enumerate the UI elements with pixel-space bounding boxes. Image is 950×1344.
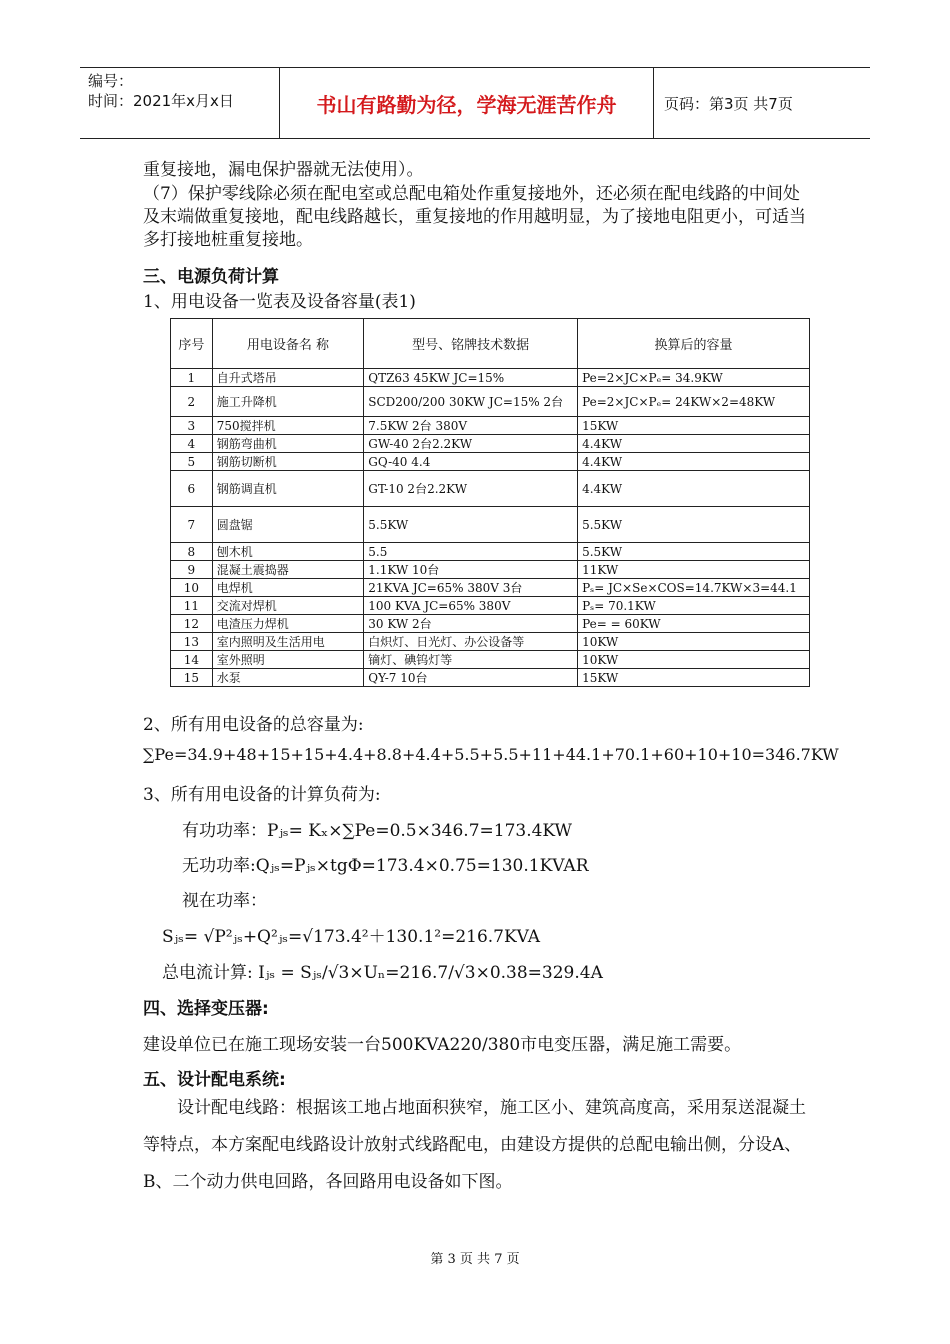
intro-line: 重复接地，漏电保护器就无法使用）。 — [143, 160, 424, 180]
table-row — [171, 579, 810, 597]
table-row — [171, 633, 810, 651]
row-capacity: 11KW — [578, 561, 810, 579]
header-capacity: 换算后的容量 — [578, 319, 810, 369]
section4-heading: 四、选择变压器: — [143, 999, 269, 1019]
row-device: 电渣压力焊机 — [212, 615, 364, 633]
row-seq: 10 — [171, 579, 213, 597]
active-power: 有功功率：Pⱼₛ= Kₓ×∑Pe=0.5×346.7=173.4KW — [182, 821, 572, 841]
apparent-label: 视在功率： — [182, 891, 267, 911]
row-seq: 9 — [171, 561, 213, 579]
row-capacity: 5.5KW — [578, 507, 810, 543]
number-label: 编号： — [88, 72, 134, 90]
table-caption: 1、用电设备一览表及设备容量(表1) — [143, 292, 416, 312]
equipment-table — [170, 318, 810, 687]
current-formula: 总电流计算: Iⱼₛ = Sⱼₛ/√3×Uₙ=216.7/√3×0.38=329.4A — [162, 963, 603, 983]
page-footer: 第 3 页 共 7 页 — [430, 1252, 520, 1267]
row-seq: 15 — [171, 669, 213, 687]
row-model: 100 KVA JC=65% 380V — [364, 597, 578, 615]
section3-heading: 三、电源负荷计算 — [143, 267, 279, 287]
table-row — [171, 435, 810, 453]
row-device: 混凝土震捣器 — [212, 561, 364, 579]
row-seq: 2 — [171, 387, 213, 417]
header-model: 型号、铭牌技术数据 — [364, 319, 578, 369]
row-device: 钢筋调直机 — [212, 471, 364, 507]
apparent-formula: Sⱼₛ= √P²ⱼₛ+Q²ⱼₛ=√173.4²＋130.1²=216.7KVA — [162, 927, 541, 947]
row-seq: 5 — [171, 453, 213, 471]
row-device: 室内照明及生活用电 — [212, 633, 364, 651]
row-capacity: 4.4KW — [578, 435, 810, 453]
header-device: 用电设备名 称 — [212, 319, 364, 369]
row-model: 白炽灯、日光灯、办公设备等 — [364, 633, 578, 651]
page-header — [80, 67, 870, 139]
row-device: 自升式塔吊 — [212, 369, 364, 387]
row-device: 钢筋切断机 — [212, 453, 364, 471]
row-model: 1.1KW 10台 — [364, 561, 578, 579]
row-model: GW-40 2台2.2KW — [364, 435, 578, 453]
reactive-power: 无功功率:Qⱼₛ=Pⱼₛ×tgΦ=173.4×0.75=130.1KVAR — [182, 856, 589, 876]
row-device: 交流对焊机 — [212, 597, 364, 615]
row-seq: 11 — [171, 597, 213, 615]
row-model: 5.5KW — [364, 507, 578, 543]
table-row — [171, 597, 810, 615]
row-model: GQ-40 4.4 — [364, 453, 578, 471]
row-seq: 3 — [171, 417, 213, 435]
time-label: 时间：2021年x月x日 — [88, 92, 234, 110]
row-device: 室外照明 — [212, 651, 364, 669]
row-capacity: 4.4KW — [578, 453, 810, 471]
header-meta — [80, 68, 280, 138]
row-capacity: Pₛ= 70.1KW — [578, 597, 810, 615]
section4-text: 建设单位已在施工现场安装一台500KVA220/380市电变压器，满足施工需要。 — [143, 1035, 742, 1055]
header-motto: 书山有路勤为径，学海无涯苦作舟 — [280, 68, 654, 138]
row-model: 7.5KW 2台 380V — [364, 417, 578, 435]
row-device: 圆盘锯 — [212, 507, 364, 543]
row-model: SCD200/200 30KW JC=15% 2台 — [364, 387, 578, 417]
row-seq: 4 — [171, 435, 213, 453]
row-model: 5.5 — [364, 543, 578, 561]
header-seq: 序号 — [171, 319, 213, 369]
header-page-info: 页码：第3页 共7页 — [664, 94, 793, 113]
table-row — [171, 507, 810, 543]
row-model: QTZ63 45KW JC=15% — [364, 369, 578, 387]
row-seq: 14 — [171, 651, 213, 669]
row-device: 施工升降机 — [212, 387, 364, 417]
table-row — [171, 471, 810, 507]
row-device: 750搅拌机 — [212, 417, 364, 435]
section5-text: 设计配电线路：根据该工地占地面积狭窄，施工区小、建筑高度高，采用泵送混凝土等特点，本方案配电线路设计放射式线路配电，由建设方提供的总配电输出侧，分设A、B、二个动力供电回路，各回路用电设备如下图。 — [143, 1098, 806, 1192]
row-device: 水泵 — [212, 669, 364, 687]
row-device: 钢筋弯曲机 — [212, 435, 364, 453]
row-model: 21KVA JC=65% 380V 3台 — [364, 579, 578, 597]
row-model: 30 KW 2台 — [364, 615, 578, 633]
paragraph-7: （7）保护零线除必须在配电室或总配电箱处作重复接地外，还必须在配电线路的中间处及末端做重复接地，配电线路越长，重复接地的作用越明显，为了接地电阻更小，可适当多打接地桩重复接地。 — [143, 184, 806, 250]
row-capacity: 10KW — [578, 651, 810, 669]
row-model: 镝灯、碘钨灯等 — [364, 651, 578, 669]
row-seq: 7 — [171, 507, 213, 543]
table-header-row — [171, 319, 810, 369]
calc-title: 3、所有用电设备的计算负荷为: — [143, 785, 381, 805]
table-row — [171, 543, 810, 561]
row-capacity: 4.4KW — [578, 471, 810, 507]
table-row — [171, 387, 810, 417]
row-seq: 1 — [171, 369, 213, 387]
table-row — [171, 561, 810, 579]
row-capacity: 15KW — [578, 669, 810, 687]
row-capacity: 10KW — [578, 633, 810, 651]
row-seq: 12 — [171, 615, 213, 633]
row-capacity: Pₛ= JC×Se×COS=14.7KW×3=44.1 — [578, 579, 810, 597]
row-model: GT-10 2台2.2KW — [364, 471, 578, 507]
table-row — [171, 669, 810, 687]
table-row — [171, 417, 810, 435]
table-row — [171, 369, 810, 387]
row-seq: 6 — [171, 471, 213, 507]
row-device: 电焊机 — [212, 579, 364, 597]
total-title: 2、所有用电设备的总容量为: — [143, 715, 364, 735]
row-seq: 8 — [171, 543, 213, 561]
row-capacity: 15KW — [578, 417, 810, 435]
total-formula: ∑Pe=34.9+48+15+15+4.4+8.8+4.4+5.5+5.5+11+44.1+70.1+60+10+10=346.7KW — [143, 745, 839, 764]
section5-heading: 五、设计配电系统: — [143, 1070, 286, 1090]
row-capacity: Pe= = 60KW — [578, 615, 810, 633]
table-row — [171, 453, 810, 471]
row-capacity: Pe=2×JC×Pₑ= 24KW×2=48KW — [578, 387, 810, 417]
row-device: 刨木机 — [212, 543, 364, 561]
table-row — [171, 615, 810, 633]
row-capacity: Pe=2×JC×Pₑ= 34.9KW — [578, 369, 810, 387]
row-capacity: 5.5KW — [578, 543, 810, 561]
row-model: QY-7 10台 — [364, 669, 578, 687]
table-row — [171, 651, 810, 669]
row-seq: 13 — [171, 633, 213, 651]
